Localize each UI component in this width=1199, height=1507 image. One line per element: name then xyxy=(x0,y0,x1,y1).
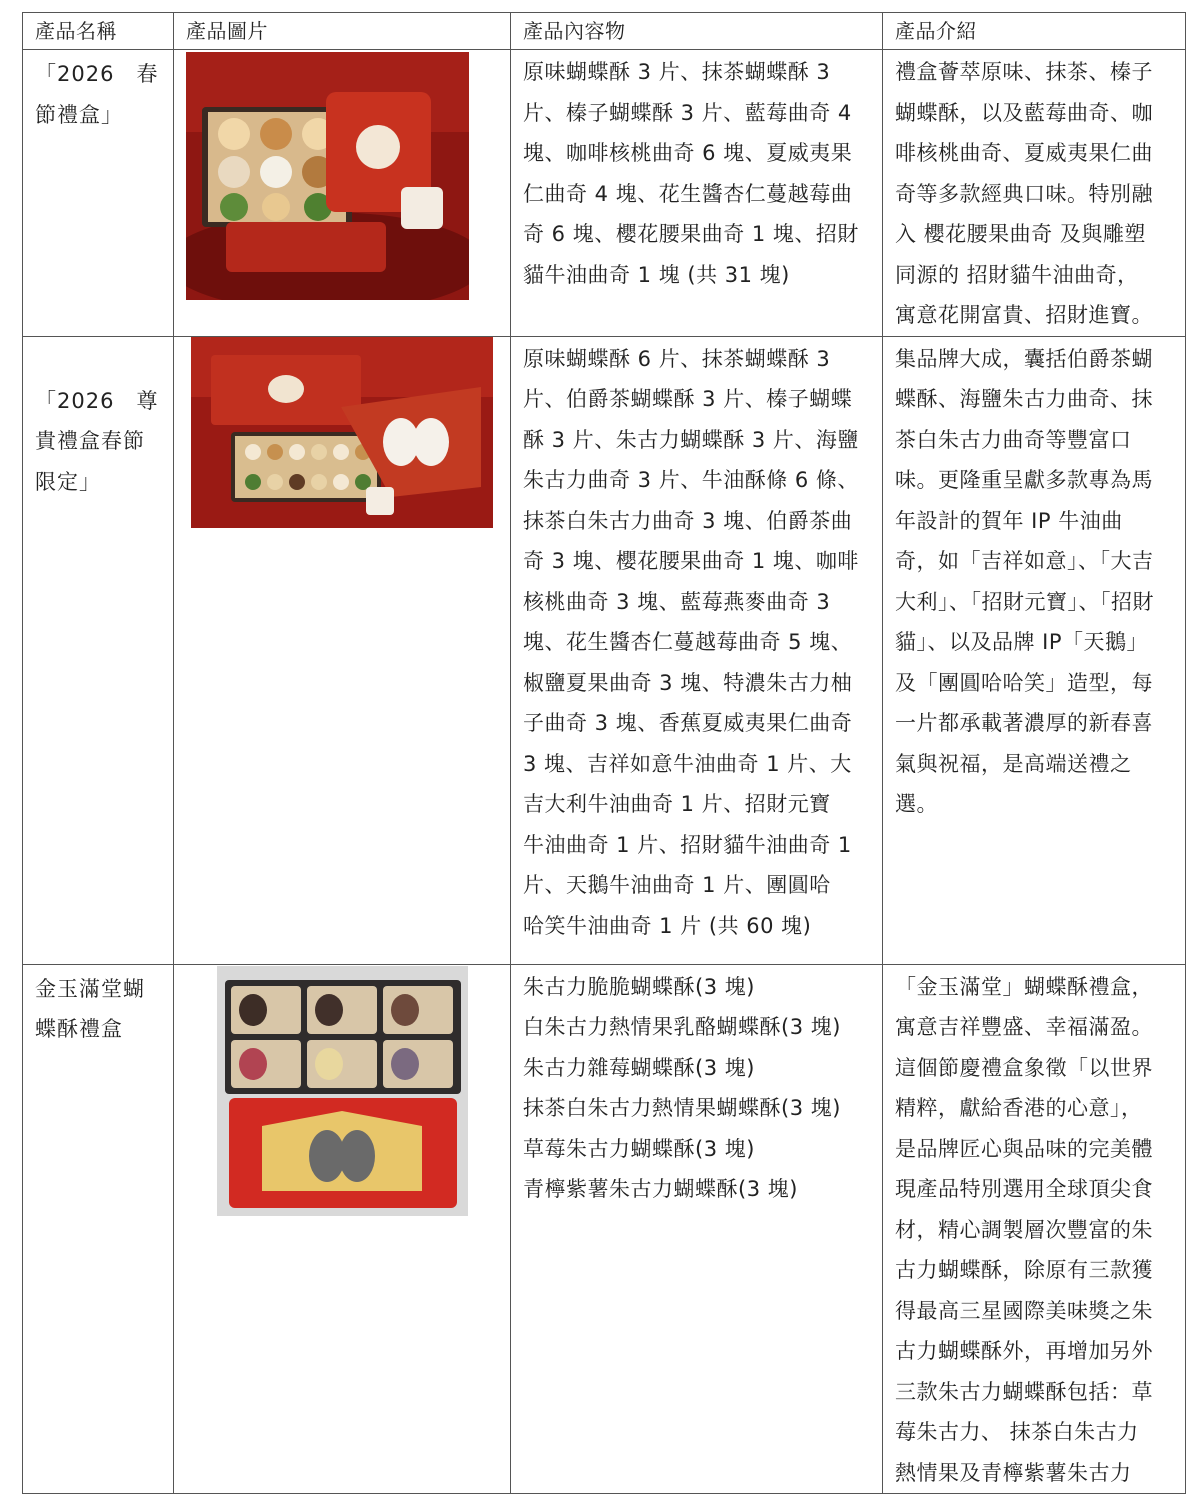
intro-line: 這個節慶禮盒象徵「以世界 xyxy=(895,1055,1153,1080)
header-product-contents: 產品內容物 xyxy=(511,13,883,50)
intro-line: 年設計的賀年 IP 牛油曲 xyxy=(895,508,1123,533)
header-product-intro: 產品介紹 xyxy=(883,13,1186,50)
intro-line: 蝶酥、海鹽朱古力曲奇、抹 xyxy=(895,387,1153,411)
contents-line: 塊、咖啡核桃曲奇 6 塊、夏威夷果 xyxy=(523,141,853,165)
product-intro-cell xyxy=(883,964,1186,1494)
contents-line: 青檸紫薯朱古力蝴蝶酥(3 塊) xyxy=(523,1177,798,1201)
product-contents-cell xyxy=(511,964,883,1494)
intro-line: 味。更隆重呈獻多款專為馬 xyxy=(895,468,1153,492)
intro-line: 氣與祝福，是高端送禮之 xyxy=(895,751,1132,776)
contents-line: 白朱古力熱情果乳酪蝴蝶酥(3 塊) xyxy=(523,1015,841,1039)
intro-line: 貓」、以及品牌 IP「天鵝」 xyxy=(895,630,1149,654)
product-name-line: 蝶酥禮盒 xyxy=(35,1017,123,1041)
intro-line: 奇等多款經典口味。特別融 xyxy=(895,181,1153,206)
intro-line: 是品牌匠心與品味的完美體 xyxy=(895,1136,1153,1161)
intro-line: 寓意吉祥豐盛、幸福滿盈。 xyxy=(895,1015,1153,1039)
product-name-line: 限定」 xyxy=(35,469,101,494)
product-name-cell xyxy=(23,336,174,964)
intro-line: 茶白朱古力曲奇等豐富口 xyxy=(895,427,1132,452)
intro-line: 大利」、「招財元寶」、「招財 xyxy=(895,589,1154,614)
product-name-line: 「2026 春 xyxy=(35,62,159,86)
product-name-line: 節禮盒」 xyxy=(35,102,123,127)
product-contents-cell xyxy=(511,336,883,964)
contents-line: 朱古力脆脆蝴蝶酥(3 塊) xyxy=(523,974,755,999)
intro-line: 一片都承載著濃厚的新春喜 xyxy=(895,711,1153,735)
intro-line: 得最高三星國際美味獎之朱 xyxy=(895,1298,1153,1323)
intro-line: 奇，如「吉祥如意」、「大吉 xyxy=(895,549,1154,573)
intro-line: 入 櫻花腰果曲奇 及與雕塑 xyxy=(895,222,1146,246)
contents-line: 仁曲奇 4 塊、花生醬杏仁蔓越莓曲 xyxy=(523,181,853,206)
product-name-line: 「2026 尊 xyxy=(35,388,159,413)
product-name-cell xyxy=(23,964,174,1494)
contents-line: 吉大利牛油曲奇 1 片、招財元寶 xyxy=(523,792,831,816)
contents-line: 子曲奇 3 塊、香蕉夏威夷果仁曲奇 xyxy=(523,711,853,735)
contents-line: 原味蝴蝶酥 3 片、抹茶蝴蝶酥 3 xyxy=(523,60,831,84)
contents-line: 奇 3 塊、櫻花腰果曲奇 1 塊、咖啡 xyxy=(523,549,859,573)
product-intro-cell xyxy=(883,50,1186,337)
intro-line: 及「團圓哈哈笑」造型，每 xyxy=(895,670,1153,695)
product-image-2 xyxy=(191,337,493,528)
product-name-line: 金玉滿堂蝴 xyxy=(35,976,145,1001)
contents-line: 核桃曲奇 3 塊、藍莓燕麥曲奇 3 xyxy=(523,589,831,614)
header-product-name: 產品名稱 xyxy=(23,13,174,50)
intro-line: 莓朱古力、 抹茶白朱古力 xyxy=(895,1420,1139,1444)
contents-line: 椒鹽夏果曲奇 3 塊、特濃朱古力柚 xyxy=(523,670,853,695)
contents-line: 朱古力曲奇 3 片、牛油酥條 6 條、 xyxy=(523,468,859,492)
intro-line: 啡核桃曲奇、夏威夷果仁曲 xyxy=(895,141,1153,165)
contents-line: 抹茶白朱古力曲奇 3 塊、伯爵茶曲 xyxy=(523,508,853,533)
contents-line: 牛油曲奇 1 片、招財貓牛油曲奇 1 xyxy=(523,832,852,857)
intro-line: 現產品特別選用全球頂尖食 xyxy=(895,1177,1153,1201)
contents-line: 抹茶白朱古力熱情果蝴蝶酥(3 塊) xyxy=(523,1096,841,1120)
contents-line: 片、天鵝牛油曲奇 1 片、團圓哈 xyxy=(523,873,831,897)
product-image-3 xyxy=(217,966,468,1216)
intro-line: 精粹，獻給香港的心意」， xyxy=(895,1096,1143,1120)
contents-line: 哈笑牛油曲奇 1 片 (共 60 塊) xyxy=(523,913,812,938)
intro-line: 古力蝴蝶酥，除原有三款獲 xyxy=(895,1258,1153,1282)
contents-line: 3 塊、吉祥如意牛油曲奇 1 片、大 xyxy=(523,751,852,776)
intro-line: 三款朱古力蝴蝶酥包括：草 xyxy=(895,1379,1153,1404)
contents-line: 朱古力雜莓蝴蝶酥(3 塊) xyxy=(523,1055,755,1080)
intro-line: 蝴蝶酥，以及藍莓曲奇、咖 xyxy=(895,100,1153,125)
contents-line: 片、伯爵茶蝴蝶酥 3 片、榛子蝴蝶 xyxy=(523,387,853,411)
contents-line: 奇 6 塊、櫻花腰果曲奇 1 塊、招財 xyxy=(523,222,859,246)
intro-line: 材，精心調製層次豐富的朱 xyxy=(895,1217,1153,1242)
product-intro-cell xyxy=(883,336,1186,964)
table-row xyxy=(23,964,1186,1494)
product-contents-cell xyxy=(511,50,883,337)
intro-line: 禮盒薈萃原味、抹茶、榛子 xyxy=(895,60,1153,84)
intro-line: 「金玉滿堂」蝴蝶酥禮盒， xyxy=(895,974,1153,999)
intro-line: 集品牌大成，囊括伯爵茶蝴 xyxy=(895,346,1153,371)
header-row xyxy=(23,13,1186,50)
product-name-cell xyxy=(23,50,174,337)
contents-line: 原味蝴蝶酥 6 片、抹茶蝴蝶酥 3 xyxy=(523,346,831,371)
intro-line: 同源的 招財貓牛油曲奇， xyxy=(895,262,1139,287)
contents-line: 貓牛油曲奇 1 塊 (共 31 塊) xyxy=(523,262,790,287)
intro-line: 熱情果及青檸紫薯朱古力 xyxy=(895,1460,1132,1485)
product-image-1 xyxy=(186,52,469,300)
contents-line: 草莓朱古力蝴蝶酥(3 塊) xyxy=(523,1136,755,1161)
product-name-line: 貴禮盒春節 xyxy=(35,429,145,453)
contents-line: 塊、花生醬杏仁蔓越莓曲奇 5 塊、 xyxy=(523,630,853,654)
intro-line: 選。 xyxy=(895,792,938,816)
header-product-image: 產品圖片 xyxy=(174,13,511,50)
contents-line: 片、榛子蝴蝶酥 3 片、藍莓曲奇 4 xyxy=(523,100,852,125)
intro-line: 古力蝴蝶酥外，再增加另外 xyxy=(895,1339,1153,1363)
contents-line: 酥 3 片、朱古力蝴蝶酥 3 片、海鹽 xyxy=(523,427,859,452)
intro-line: 寓意花開富貴、招財進寶。 xyxy=(895,303,1153,327)
